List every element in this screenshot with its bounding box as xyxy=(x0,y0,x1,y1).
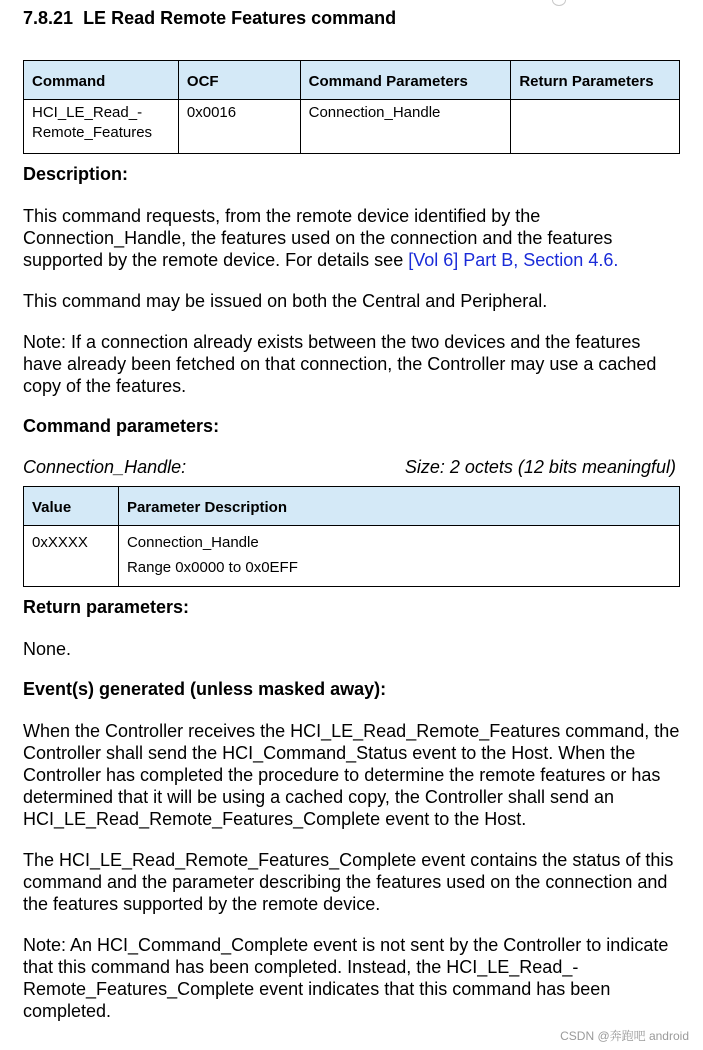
parameter-table xyxy=(23,486,680,587)
command-name-line1: HCI_LE_Read_- xyxy=(32,104,143,121)
command-table-header-row xyxy=(24,61,680,100)
description-paragraph-1 xyxy=(23,205,683,271)
description-heading: Description: xyxy=(23,164,129,184)
command-parameters-header: Command Parameters xyxy=(300,61,511,100)
parameter-name: Connection_Handle: xyxy=(23,457,187,477)
table-row xyxy=(24,100,680,154)
command-cell xyxy=(24,100,179,154)
value-cell: 0xXXXX xyxy=(24,526,119,587)
events-paragraph-3: Note: An HCI_Command_Complete event is not sent by the Controller to indicate that this command has been completed. Instead, the HCI_LE_Read_-Remote_Features_Complete event indicates that this command has been completed. xyxy=(23,935,669,1021)
return-parameters-header: Return Parameters xyxy=(511,61,680,100)
watermark-text: CSDN @奔跑吧 android xyxy=(560,1029,689,1043)
description-period: . xyxy=(613,250,619,270)
parameter-table-header-row xyxy=(24,487,680,526)
return-parameters-text: None. xyxy=(23,639,72,659)
description-text: This command requests, from the remote device identified by the Connection_Handle, the features used on the connection and the features supported by the remote device. For details see xyxy=(23,206,613,270)
command-table xyxy=(23,60,680,154)
section-title xyxy=(23,8,396,29)
page-corner-mark xyxy=(552,0,566,6)
command-parameters-cell: Connection_Handle xyxy=(300,100,511,154)
parameter-description-line2: Range 0x0000 to 0x0EFF xyxy=(126,559,298,576)
section-number: 7.8.21 xyxy=(23,8,74,28)
command-header: Command xyxy=(24,61,179,100)
value-header: Value xyxy=(24,487,119,526)
ocf-cell: 0x0016 xyxy=(178,100,300,154)
return-parameters-cell xyxy=(511,100,680,154)
command-parameters-heading: Command parameters: xyxy=(23,416,220,436)
section-reference-link[interactable]: [Vol 6] Part B, Section 4.6 xyxy=(408,250,614,270)
table-row xyxy=(24,526,680,587)
ocf-header: OCF xyxy=(178,61,300,100)
parameter-size: Size: 2 octets (12 bits meaningful) xyxy=(404,457,676,477)
section-title-text: LE Read Remote Features command xyxy=(83,8,397,28)
description-paragraph-3: Note: If a connection already exists between the two devices and the features have already been fetched on that connection, the Controller may use a cached copy of the features. xyxy=(23,332,657,396)
events-paragraph-1: When the Controller receives the HCI_LE_Read_Remote_Features command, the Controller shall send the HCI_Command_Status event to the Host. When the Controller has completed the procedure to determine the remote features or has determined that it will be using a cached copy, the Controller shall send an HCI_LE_Read_Remote_Features_Complete event to the Host. xyxy=(23,721,680,829)
return-parameters-heading: Return parameters: xyxy=(23,597,190,617)
parameter-description-cell xyxy=(118,526,679,587)
parameter-description-header: Parameter Description xyxy=(118,487,679,526)
description-paragraph-2: This command may be issued on both the Central and Peripheral. xyxy=(23,291,548,311)
parameter-description-line1: Connection_Handle xyxy=(126,534,259,551)
events-paragraph-2: The HCI_LE_Read_Remote_Features_Complete event contains the status of this command and the parameter describing the features used on the connection and the features supported by the remote device. xyxy=(23,850,674,914)
command-name-line2: Remote_Features xyxy=(32,124,153,141)
events-heading: Event(s) generated (unless masked away): xyxy=(23,679,387,699)
